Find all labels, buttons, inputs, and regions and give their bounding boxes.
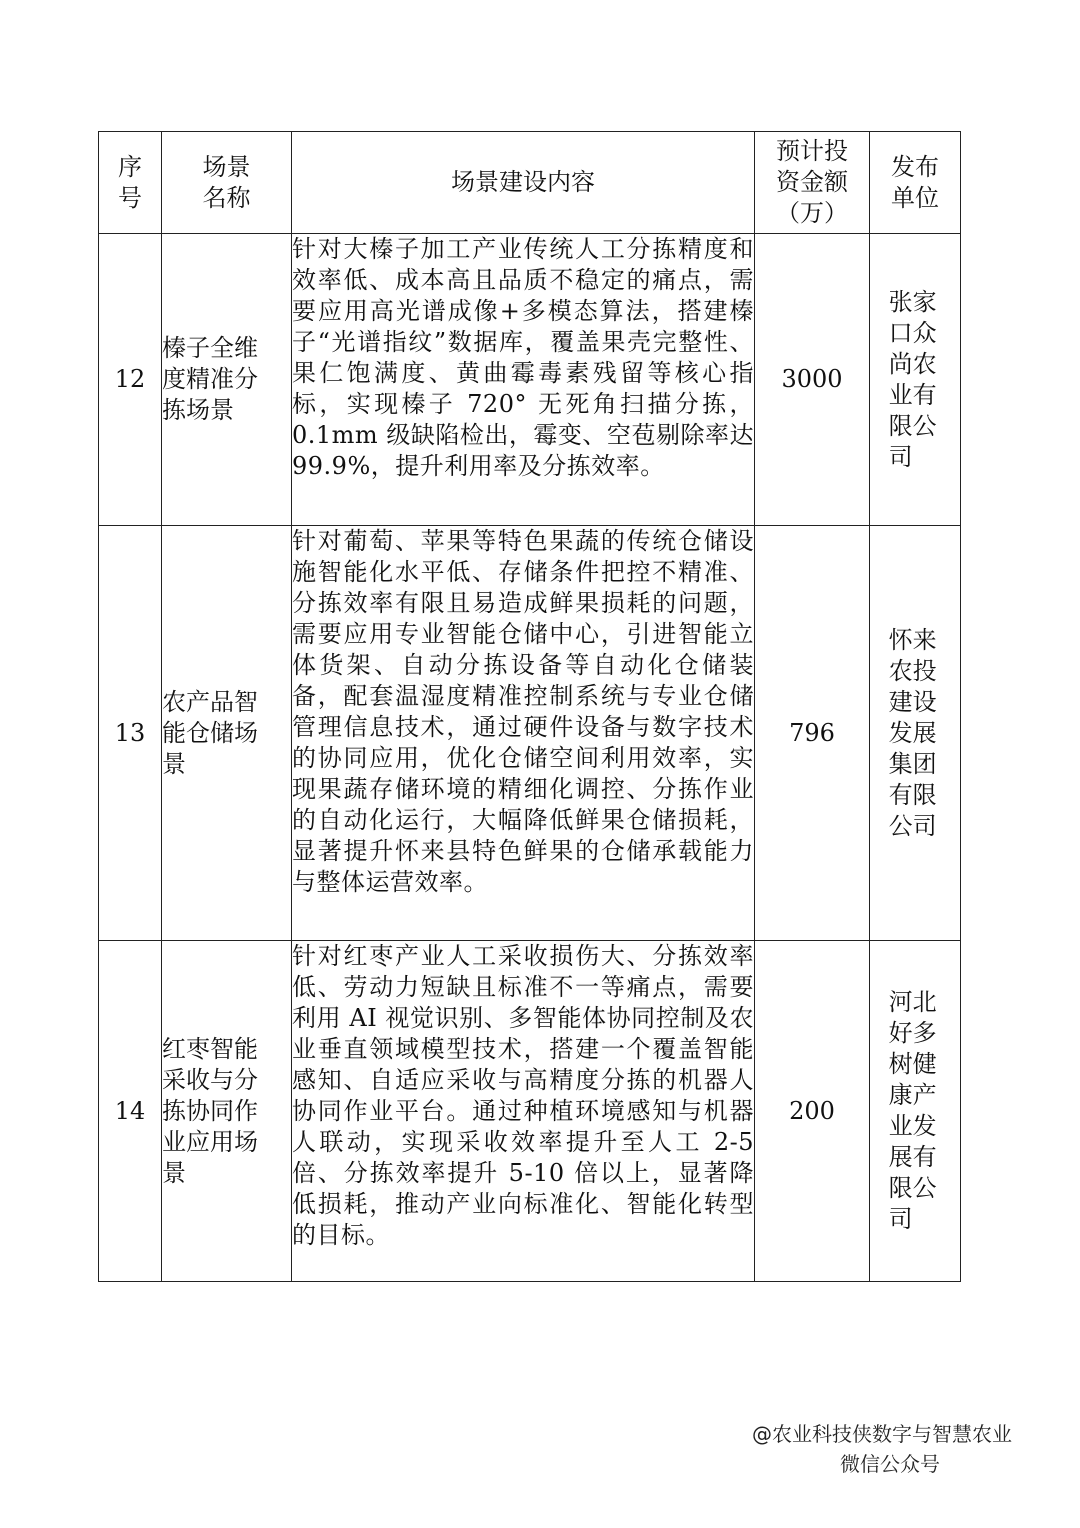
row-name-text: 榛子全维度精准分拣场景 <box>162 334 258 424</box>
header-publisher <box>870 132 961 234</box>
scene-table <box>98 131 961 1282</box>
row-publisher <box>870 234 961 526</box>
row-no: 14 <box>99 941 162 1282</box>
row-name <box>162 234 292 526</box>
row-publisher-text: 河北好多树健康产业发展有限公司 <box>888 988 937 1233</box>
table-row <box>99 526 961 941</box>
row-name <box>162 941 292 1282</box>
header-name <box>162 132 292 234</box>
row-content: 针对红枣产业人工采收损伤大、分拣效率低、劳动力短缺且标准不一等痛点，需要利用 AI 视觉识别、多智能体协同控制及农业垂直领域模型技术，搭建一个覆盖智能感知、自适应采收与高精度分拣的机器人协同作业平台。通过种植环境感知与机器人联动，实现采收效率提升至人工 2-5 倍、分拣效率提升 5-10 倍以上，显著降低损耗，推动产业向标准化、智能化转型的目标。 <box>292 941 755 1282</box>
header-no <box>99 132 162 234</box>
row-amount: 3000 <box>755 234 870 526</box>
row-publisher <box>870 941 961 1282</box>
watermark-footer <box>740 1419 1060 1479</box>
table-row <box>99 941 961 1282</box>
header-publisher-label: 发布单位 <box>890 152 939 212</box>
header-content-label: 场景建设内容 <box>451 168 595 196</box>
row-publisher <box>870 526 961 941</box>
table-header-row <box>99 132 961 234</box>
footer-platform: 微信公众号 <box>840 1452 940 1476</box>
row-name-text: 红枣智能采收与分拣协同作业应用场景 <box>162 1034 258 1187</box>
header-amount <box>755 132 870 234</box>
row-amount: 200 <box>755 941 870 1282</box>
row-name-text: 农产品智能仓储场景 <box>162 687 258 778</box>
row-content: 针对大榛子加工产业传统人工分拣精度和效率低、成本高且品质不稳定的痛点，需要应用高光谱成像+多模态算法，搭建榛子“光谱指纹”数据库，覆盖果壳完整性、果仁饱满度、黄曲霉毒素残留等核心指标，实现榛子 720° 无死角扫描分拣，0.1mm 级缺陷检出，霉变、空苞剔除率达 99.9%，提升利用率及分拣效率。 <box>292 234 755 526</box>
header-amount-label: 预计投资金额（万） <box>776 137 848 227</box>
row-no: 13 <box>99 526 162 941</box>
header-content <box>292 132 755 234</box>
footer-account: @农业科技侠数字与智慧农业 <box>752 1422 1012 1446</box>
table-row <box>99 234 961 526</box>
header-name-label: 场景名称 <box>202 152 251 212</box>
row-publisher-text: 张家口众尚农业有限公司 <box>888 287 937 471</box>
row-publisher-text: 怀来农投建设发展集团有限公司 <box>888 625 937 840</box>
header-no-label: 序号 <box>118 152 142 212</box>
row-no: 12 <box>99 234 162 526</box>
row-amount: 796 <box>755 526 870 941</box>
row-content: 针对葡萄、苹果等特色果蔬的传统仓储设施智能化水平低、存储条件把控不精准、分拣效率有限且易造成鲜果损耗的问题，需要应用专业智能仓储中心，引进智能立体货架、自动分拣设备等自动化仓储装备，配套温湿度精准控制系统与专业仓储管理信息技术，通过硬件设备与数字技术的协同应用，优化仓储空间利用效率，实现果蔬存储环境的精细化调控、分拣作业的自动化运行，大幅降低鲜果仓储损耗，显著提升怀来县特色鲜果的仓储承载能力与整体运营效率。 <box>292 526 755 941</box>
row-name <box>162 526 292 941</box>
